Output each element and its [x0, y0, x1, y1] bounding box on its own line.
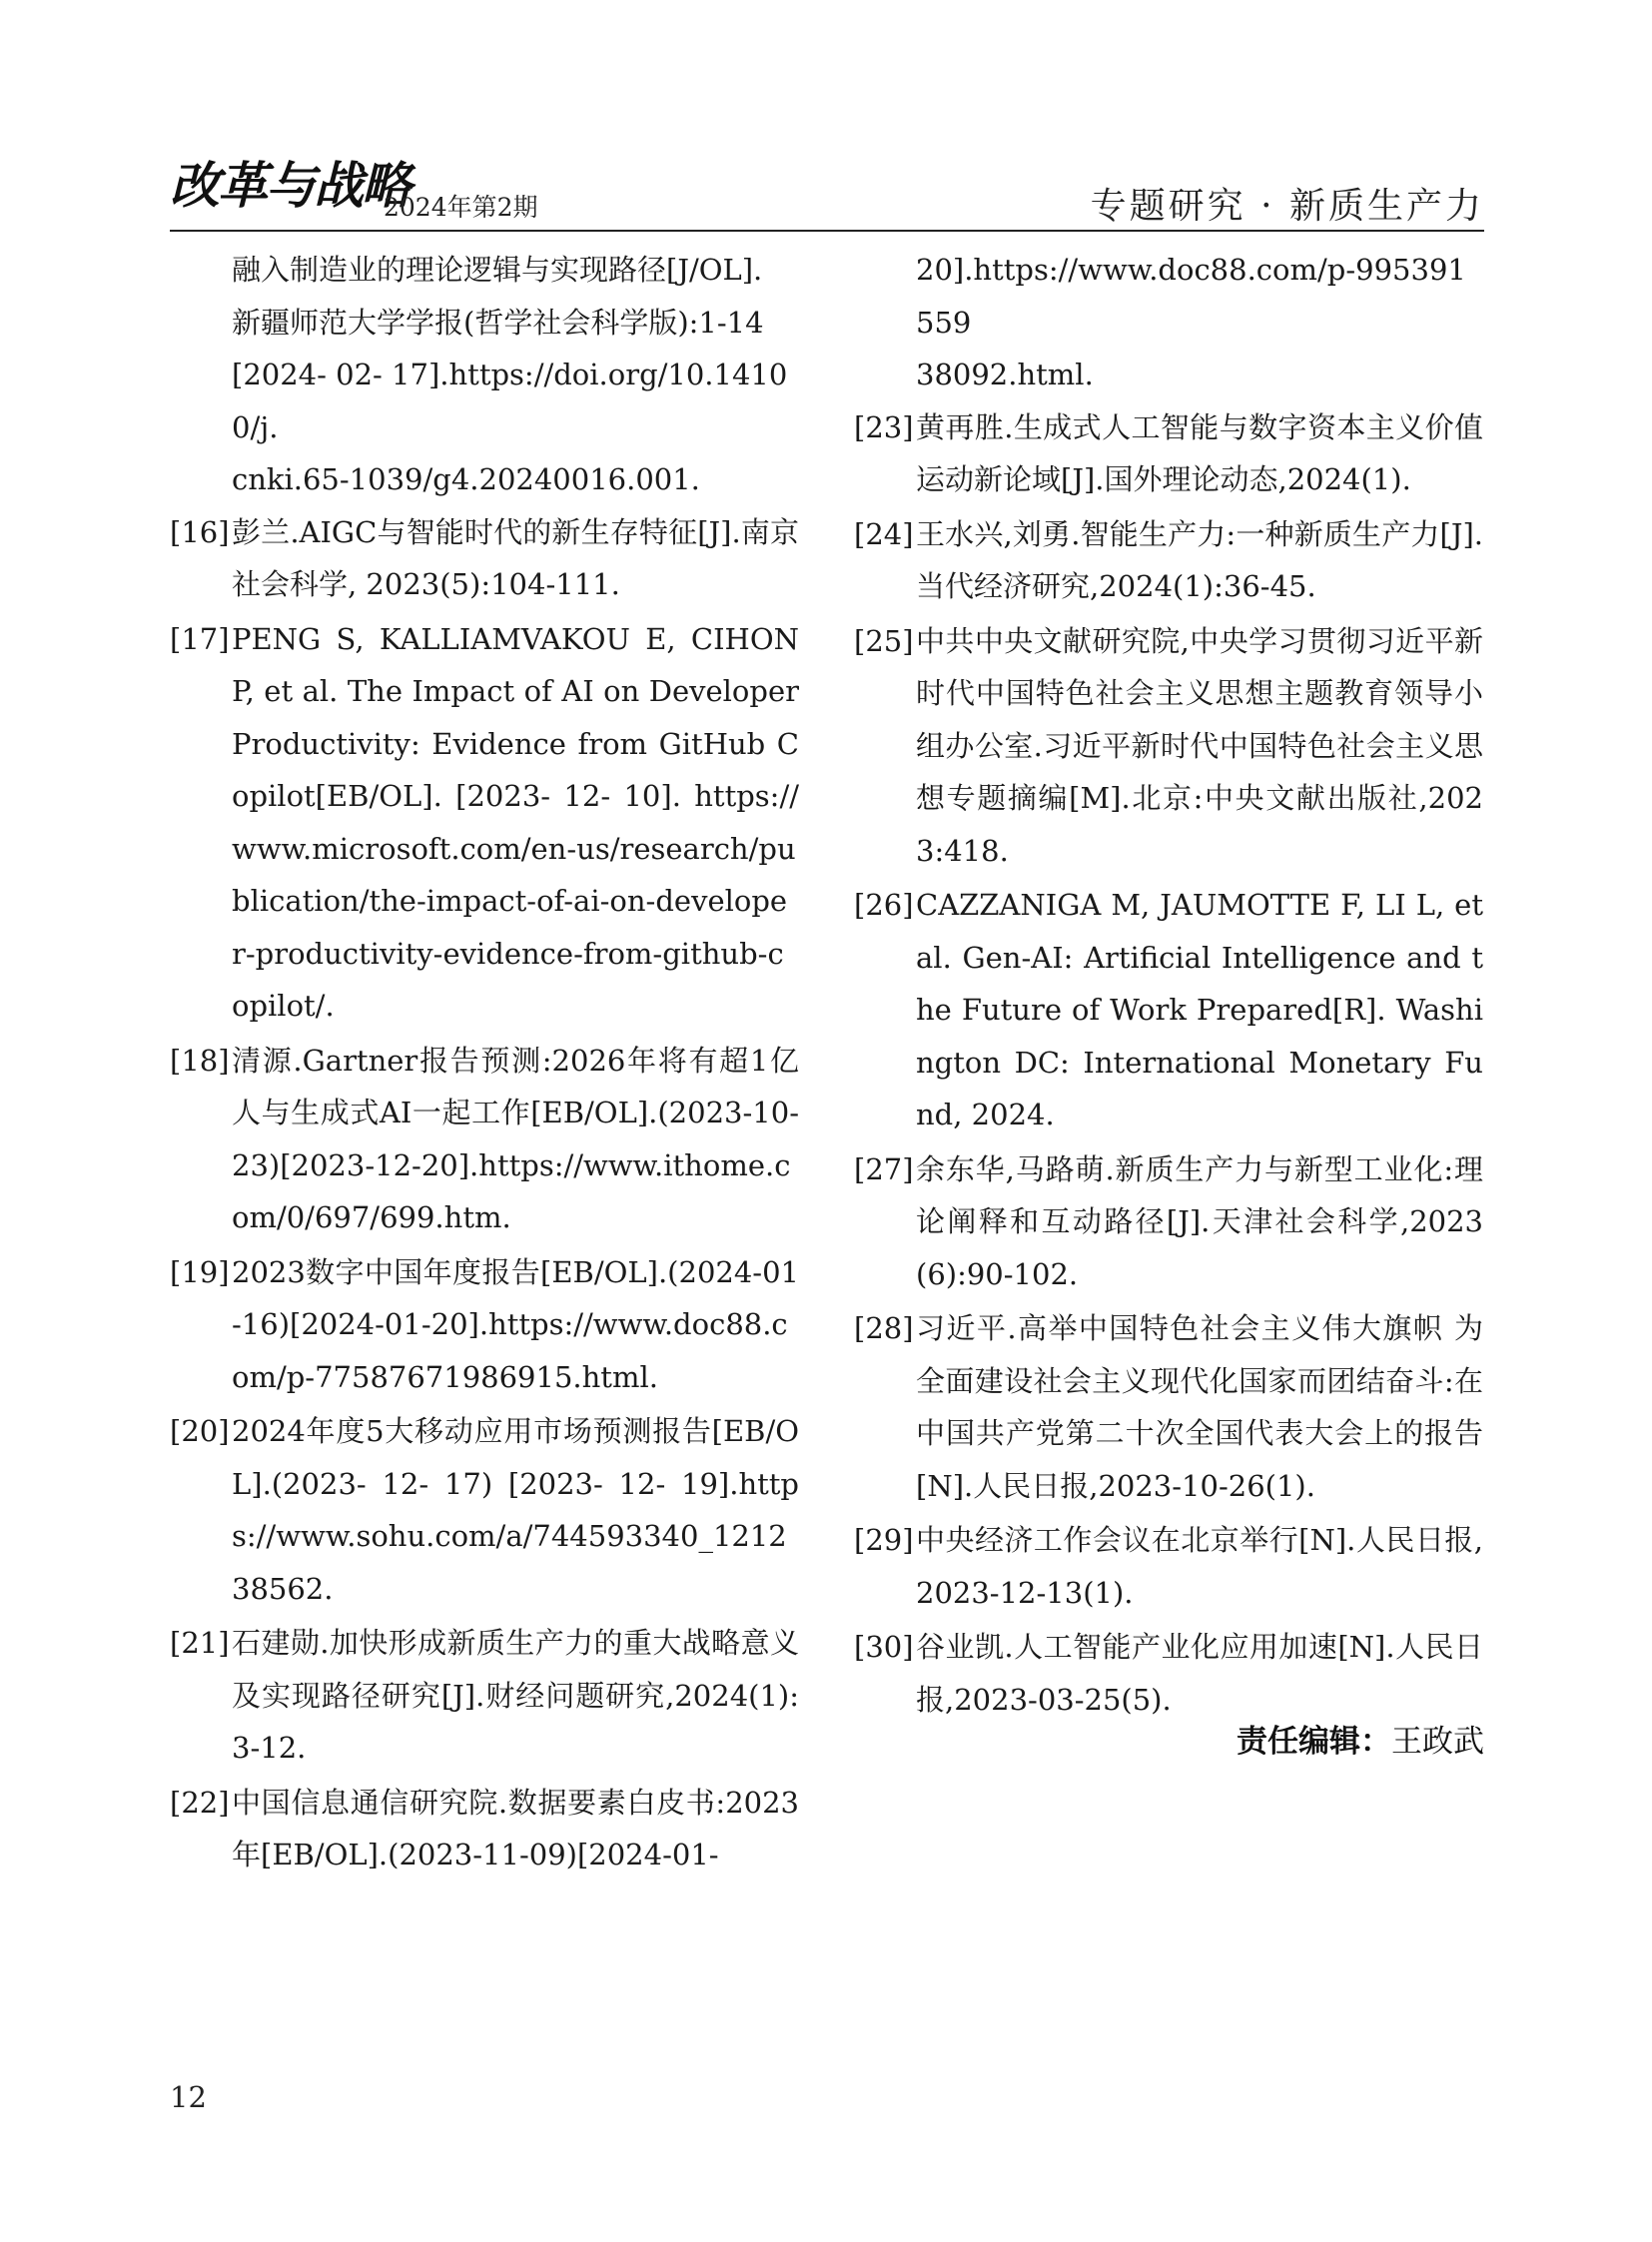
- reference-item: [170, 1405, 799, 1615]
- reference-number: [22]: [170, 1785, 230, 1820]
- editor-name: 王政武: [1391, 1724, 1484, 1760]
- reference-item: [170, 1617, 799, 1775]
- continuation-line: [2024- 02- 17].https://doi.org/10.14100/j.: [232, 358, 788, 444]
- reference-number: [20]: [170, 1414, 230, 1448]
- reference-text: 彭兰.AIGC与智能时代的新生存特征[J].南京社会科学, 2023(5):104-111.: [232, 514, 799, 601]
- reference-text: 谷业凯.人工智能产业化应用加速[N].人民日报,2023-03-25(5).: [916, 1630, 1483, 1717]
- reference-number: [26]: [854, 888, 914, 922]
- reference-number: [18]: [170, 1043, 230, 1078]
- reference-text: 清源.Gartner报告预测:2026年将有超1亿人与生成式AI一起工作[EB/OL].(2023-10-23)[2023-12-20].https://www.ithome.com/0/697/699.htm.: [232, 1043, 799, 1234]
- reference-number: [27]: [854, 1151, 914, 1186]
- responsible-editor: [1237, 1716, 1484, 1761]
- issue-label: 2024年第2期: [384, 193, 538, 222]
- page-header: [170, 150, 1484, 232]
- reference-text: 王水兴,刘勇.智能生产力:一种新质生产力[J].当代经济研究,2024(1):36-45.: [916, 516, 1483, 603]
- reference-text: CAZZANIGA M, JAUMOTTE F, LI L, et al. Gen-AI: Artificial Intelligence and the Future of Work Prepared[R]. Washington DC: International Monetary Fund, 2024.: [916, 888, 1483, 1131]
- reference-text: 黄再胜.生成式人工智能与数字资本主义价值运动新论域[J].国外理论动态,2024(1).: [916, 409, 1483, 496]
- reference-number: [17]: [170, 621, 230, 656]
- reference-number: [21]: [170, 1626, 230, 1660]
- reference-text: PENG S, KALLIAMVAKOU E, CIHON P, et al. The Impact of AI on Developer Productivity: Evidence from GitHub Copilot[EB/OL]. [2023- 12- 10]. https://www.microsoft.com/en-us/research/publication/the-impact-of-ai-on-developer-productivity-evidence-from-github-copilot/.: [232, 621, 799, 1023]
- reference-item: [854, 1621, 1483, 1726]
- page-number: 12: [170, 2080, 207, 2114]
- continuation-line: cnki.65-1039/g4.20240016.001.: [232, 462, 700, 496]
- reference-number: [28]: [854, 1311, 914, 1345]
- reference-item: [170, 506, 799, 611]
- reference-continuation: [854, 244, 1483, 401]
- continuation-line: 融入制造业的理论逻辑与实现路径[J/OL].: [232, 253, 763, 287]
- reference-item: [170, 1035, 799, 1244]
- reference-item: [854, 1143, 1483, 1301]
- reference-text: 2023数字中国年度报告[EB/OL].(2024-01-16)[2024-01-20].https://www.doc88.com/p-77587671986915.html.: [232, 1254, 799, 1394]
- right-column: [854, 244, 1483, 1728]
- continuation-line: 新疆师范大学学报(哲学社会科学版):1-14: [232, 305, 764, 340]
- reference-number: [30]: [854, 1630, 914, 1664]
- journal-logo: 改革与战略: [170, 156, 410, 215]
- reference-item: [170, 613, 799, 1033]
- reference-item: [170, 1777, 799, 1881]
- continuation-line: 20].https://www.doc88.com/p-995391559: [916, 253, 1466, 340]
- reference-text: 2024年度5大移动应用市场预测报告[EB/OL].(2023- 12- 17) [2023- 12- 19].https://www.sohu.com/a/744593340_121238562.: [232, 1414, 799, 1606]
- reference-number: [29]: [854, 1523, 914, 1557]
- reference-text: 习近平.高举中国特色社会主义伟大旗帜 为全面建设社会主义现代化国家而团结奋斗:在中国共产党第二十次全国代表大会上的报告[N].人民日报,2023-10-26(1).: [916, 1311, 1483, 1503]
- reference-text: 余东华,马路萌.新质生产力与新型工业化:理论阐释和互动路径[J].天津社会科学,2023(6):90-102.: [916, 1151, 1483, 1291]
- reference-number: [24]: [854, 516, 914, 551]
- reference-text: 中央经济工作会议在北京举行[N].人民日报,2023-12-13(1).: [916, 1523, 1483, 1610]
- left-column: [170, 244, 799, 1883]
- section-title: 专题研究 · 新质生产力: [1090, 186, 1484, 227]
- reference-item: [854, 1302, 1483, 1512]
- reference-number: [16]: [170, 514, 230, 549]
- continuation-line: 38092.html.: [916, 358, 1094, 391]
- reference-item: [854, 615, 1483, 878]
- reference-number: [25]: [854, 623, 914, 658]
- editor-label: 责任编辑：: [1237, 1724, 1391, 1760]
- reference-continuation: [170, 244, 799, 506]
- reference-item: [854, 1514, 1483, 1619]
- reference-number: [23]: [854, 409, 914, 444]
- reference-text: 石建勋.加快形成新质生产力的重大战略意义及实现路径研究[J].财经问题研究,2024(1):3-12.: [232, 1626, 799, 1765]
- reference-text: 中国信息通信研究院.数据要素白皮书:2023年[EB/OL].(2023-11-09)[2024-01-: [232, 1785, 799, 1871]
- reference-item: [170, 1246, 799, 1404]
- reference-item: [854, 401, 1483, 506]
- reference-number: [19]: [170, 1254, 230, 1289]
- reference-item: [854, 879, 1483, 1141]
- reference-text: 中共中央文献研究院,中央学习贯彻习近平新时代中国特色社会主义思想主题教育领导小组办公室.习近平新时代中国特色社会主义思想专题摘编[M].北京:中央文献出版社,2023:418.: [916, 623, 1483, 868]
- reference-item: [854, 508, 1483, 613]
